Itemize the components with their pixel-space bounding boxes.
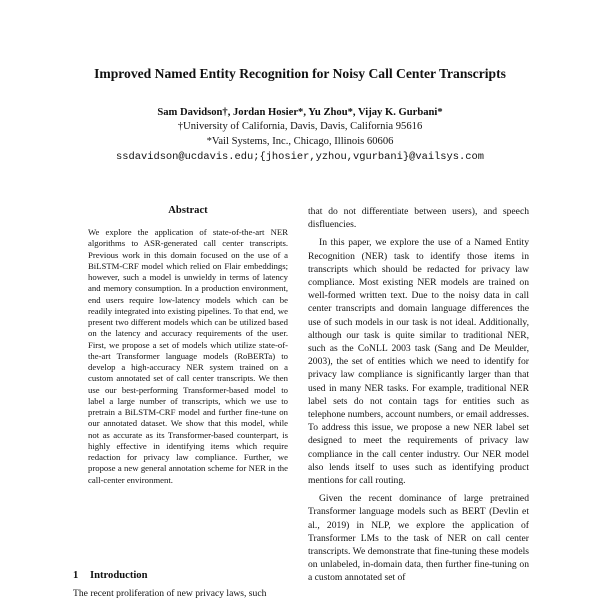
introduction-text: The recent proliferation of new privacy laws, such [73,588,267,599]
affiliation-uc-davis: †University of California, Davis, Davis, California 95616 [177,121,423,132]
section-heading-introduction [73,570,148,581]
abstract-text: We explore the application of state-of-the-art NER algorithms to ASR-generated call center transcripts. Previous work in this domain focused on the use of a BiLSTM-CRF model which relied on Flair embeddings; however, such a model is unwieldy in terms of latency and memory consumption. In a production environment, end users require low-latency models which can be readily integrated into existing pipelines. To that end, we present two different models which can be utilized based on the latency and accuracy requirements of the user. First, we propose a set of models which utilize state-of-the-art Transformer language models (RoBERTa) to develop a high-accuracy NER system trained on a custom annotated set of call center transcripts. We then use our best-performing Transformer-based model to label a large number of transcripts, which we use to pretrain a BiLSTM-CRF model and further fine-tune on our annotated dataset. We show that this model, while not as accurate as its Transformer-based counterpart, is highly effective in identifying items which require redaction for privacy law compliance. Further, we propose a new general annotation scheme for NER in the call-center environment. [88,227,288,485]
paragraph-ner-task: In this paper, we explore the use of a Named Entity Recognition (NER) task to identify those items in transcripts which should be redacted for privacy law compliance. Most existing NER models are trained on well-formed written text. Due to the noisy data in call center transcripts and domain language differences the use of such models in our task is not ideal. Additionally, although our task is quite similar to traditional NER, such as the CoNLL 2003 task (Sang and De Meulder, 2003), the set of entities which we need to identify for privacy law compliance is significantly larger than that used in many NER tasks. For example, traditional NER label sets do not contain tags for entities such as telephone numbers, account numbers, or email addresses. To address this issue, we propose a new NER label set designed to meet the requirements of privacy law compliance in the call center industry. Our NER model also lends itself to uses such as identifying product mentions for call routing. [308,237,529,487]
right-column [308,205,529,585]
section-title: Introduction [90,570,148,581]
abstract-heading: Abstract [168,205,208,216]
author-list: Sam Davidson†, Jordan Hosier*, Yu Zhou*, Vijay K. Gurbani* [157,107,443,118]
author-emails: ssdavidson@ucdavis.edu;{jhosier,yzhou,vgurbani}@vailsys.com [116,151,484,163]
paper-title: Improved Named Entity Recognition for Noisy Call Center Transcripts [94,66,506,81]
affiliation-vail-systems: *Vail Systems, Inc., Chicago, Illinois 60606 [206,136,394,147]
paragraph-transformer-lms: Given the recent dominance of large pretrained Transformer language models such as BERT (Devlin et al., 2019) in NLP, we explore the application of Transformer LMs to the task of NER on call center transcripts. We demonstrate that fine-tuning these models on unlabeled, in-domain data, then further fine-tuning on a custom annotated set of [308,493,529,584]
section-number: 1 [73,570,79,581]
paragraph-continuation: that do not differentiate between users), and speech disfluencies. [308,206,529,231]
